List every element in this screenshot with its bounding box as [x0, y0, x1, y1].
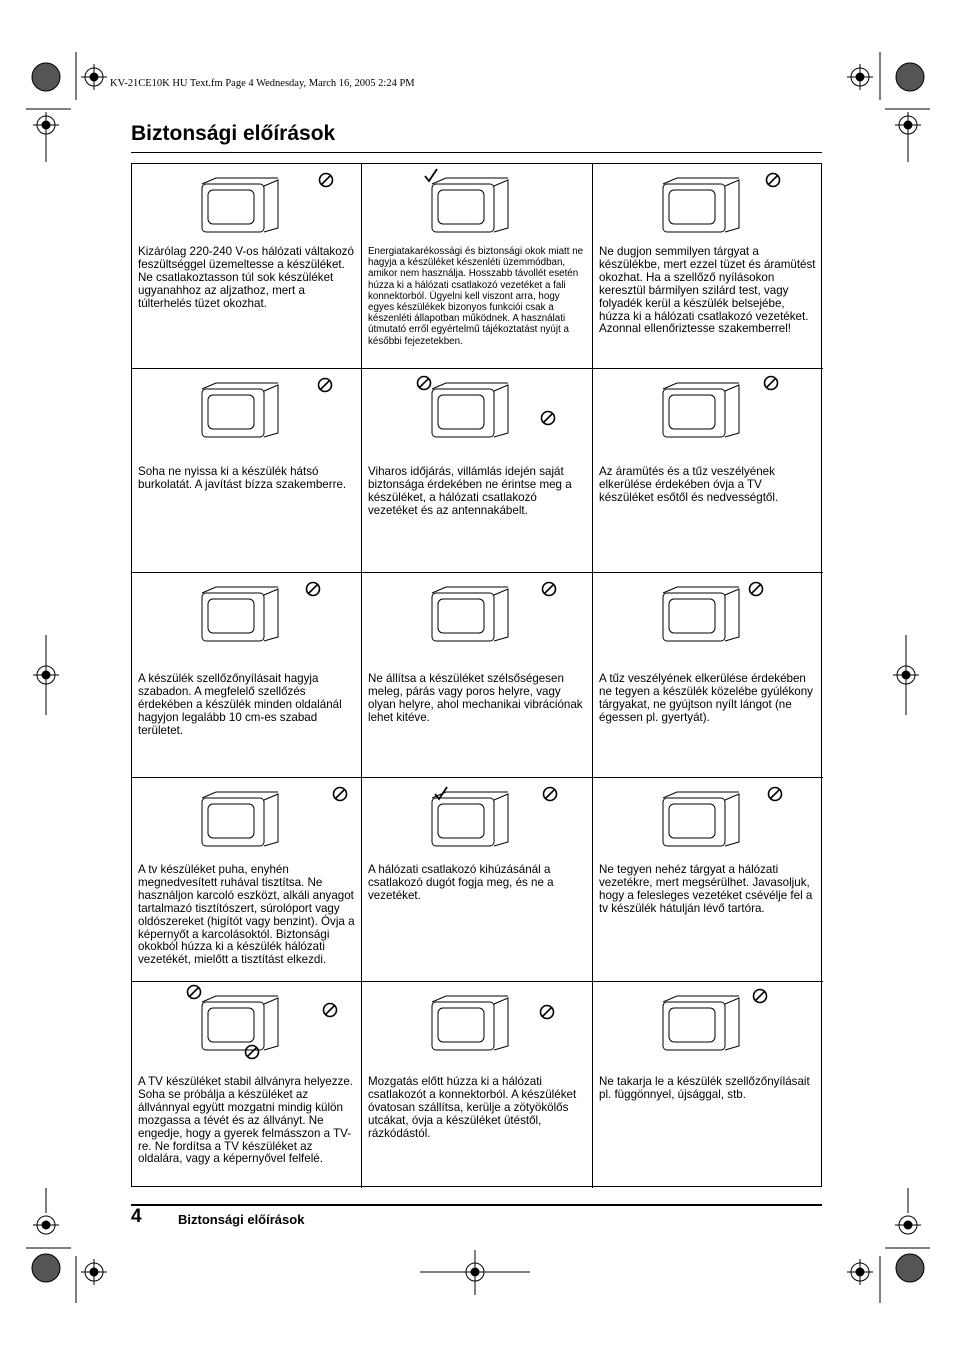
page-number: 4	[131, 1206, 142, 1227]
page-title: Biztonsági előírások	[131, 122, 336, 145]
unplug-icon	[362, 164, 593, 244]
no-candle-icon	[593, 573, 823, 653]
safety-cell	[593, 778, 823, 982]
safety-cell	[593, 164, 823, 369]
safety-cell	[593, 573, 823, 778]
safety-text: Ne állítsa a készüléket szélsőségesen meleg, párás vagy poros helyre, vagy olyan helyre, ahol mechanikai vibrációnak lehet kitéve.	[368, 672, 583, 724]
moving-icon	[362, 982, 593, 1062]
safety-cell	[132, 573, 362, 778]
no-overload-icon	[132, 164, 362, 244]
safety-text: A tűz veszélyének elkerülése érdekében ne tegyen a készülék közelébe gyúlékony tárgyakat, ne gyújtson nyílt lángot (ne égessen pl. gyertyát).	[599, 672, 813, 724]
footer-rule	[131, 1204, 822, 1206]
lightning-icon	[362, 369, 593, 449]
registration-mark-icon	[420, 1240, 530, 1300]
registration-mark-icon	[26, 52, 186, 172]
safety-text: Az áramütés és a tűz veszélyének elkerülése érdekében óvja a TV készüléket esőtől és nedvességtől.	[599, 465, 779, 504]
safety-cell	[132, 164, 362, 369]
safety-text: Energiatakarékossági és biztonsági okok miatt ne hagyja a készüléket készenléti üzemmódban, amikor nem használja. Hosszabb távollét esetén húzza ki a hálózati csatlakozó vezetéket a fali konnektorból. Ügyelni kell viszont arra, hogy egyes készülékek bizonyos funkciói csak a készenléti állapotban működnek. A használati útmutató erről egyértelmű tájékoztatást nyújt a későbbi fejezetekben.	[368, 246, 584, 347]
safety-text: Kizárólag 220-240 V-os hálózati váltakozó feszültséggel üzemeltesse a készüléket. Ne csatlakoztasson túl sok készüléket ugyanahhoz az aljzathoz, mert a túlterhelés tüzet okozhat.	[138, 245, 354, 310]
safety-text: Viharos időjárás, villámlás idején saját biztonsága érdekében ne érintse meg a készüléket, a hálózati csatlakozó vezetéket és az antennakábelt.	[368, 465, 572, 517]
safety-text: Mozgatás előtt húzza ki a hálózati csatlakozót a konnektorból. A készüléket óvatosan szállítsa, kerülje a zötyökölős utcákat, óvja a készüléket ütéstől, rázkódástól.	[368, 1075, 577, 1140]
cleaning-icon	[132, 778, 362, 858]
safety-cell	[132, 369, 362, 573]
registration-mark-icon	[780, 52, 940, 172]
safety-cell	[132, 778, 362, 982]
no-open-cover-icon	[132, 369, 362, 449]
safety-cell	[362, 982, 593, 1188]
no-cover-vents-icon	[593, 982, 823, 1062]
safety-text: Soha ne nyissa ki a készülék hátsó burkolatát. A javítást bízza szakemberre.	[138, 465, 347, 491]
safety-cell	[593, 982, 823, 1188]
file-info-line: KV-21CE10K HU Text.fm Page 4 Wednesday, March 16, 2005 2:24 PM	[110, 78, 415, 89]
safety-text: Ne tegyen nehéz tárgyat a hálózati vezetékre, mert megsérülhet. Javasoljuk, hogy a felesleges vezetéket csévélje fel a tv készülék hátulján lévő tartóra.	[599, 863, 813, 915]
safety-cell	[362, 778, 593, 982]
registration-mark-icon	[780, 1188, 940, 1308]
registration-mark-icon	[886, 635, 926, 715]
safety-text: Ne dugjon semmilyen tárgyat a készülékbe, mert ezzel tüzet és áramütést okozhat. Ha a szellőző nyílásokon keresztül bármilyen szilárd test, vagy folyadék kerül a készülék belsejébe, húzza ki a hálózati csatlakozó vezetéket. Azonnal ellenőriztesse szakemberrel!	[599, 245, 816, 336]
pull-plug-icon	[362, 778, 593, 858]
safety-text: A TV készüléket stabil állványra helyezze. Soha se próbálja a készüléket az állvánnyal együtt mozgatni mindig külön mozgassa a tévét és az állványt. Ne engedje, hogy a gyerek felmásszon a TV-re. Ne fordítsa a TV készüléket az oldalára, vagy a képernyővel felfelé.	[138, 1075, 354, 1166]
no-moisture-icon	[593, 369, 823, 449]
safety-grid	[131, 163, 822, 1187]
no-heat-icon	[362, 573, 593, 653]
no-heavy-on-cable-icon	[593, 778, 823, 858]
registration-mark-icon	[26, 635, 66, 715]
no-objects-icon	[593, 164, 823, 244]
registration-mark-icon	[26, 1188, 186, 1308]
safety-cell	[362, 573, 593, 778]
safety-cell	[362, 164, 593, 369]
title-rule	[131, 152, 822, 153]
stable-stand-icon	[132, 982, 362, 1062]
safety-text: A tv készüléket puha, enyhén megnedvesített ruhával tisztítsa. Ne használjon karcoló eszközt, alkáli anyagot tartalmazó tisztítószert, súrolóport vagy oldószereket (higítót vagy benzint). Óvja a képernyőt a karcolásoktól. Biztonsági okokból húzza ki a készülék hálózati vezetékét, mielőtt a tisztítást elkezdi.	[138, 863, 355, 967]
safety-cell	[593, 369, 823, 573]
safety-text: Ne takarja le a készülék szellőzőnyílásait pl. függönnyel, újsággal, stb.	[599, 1075, 810, 1101]
safety-cell	[132, 982, 362, 1188]
safety-cell	[362, 369, 593, 573]
footer-section-label: Biztonsági előírások	[178, 1212, 305, 1227]
safety-text: A készülék szellőzőnyílásait hagyja szabadon. A megfelelő szellőzés érdekében a készülék minden oldalánál hagyjon legalább 10 cm-es szabad területet.	[138, 672, 342, 737]
safety-text: A hálózati csatlakozó kihúzásánál a csatlakozó dugót fogja meg, és ne a vezetéket.	[368, 863, 554, 902]
ventilation-icon	[132, 573, 362, 653]
